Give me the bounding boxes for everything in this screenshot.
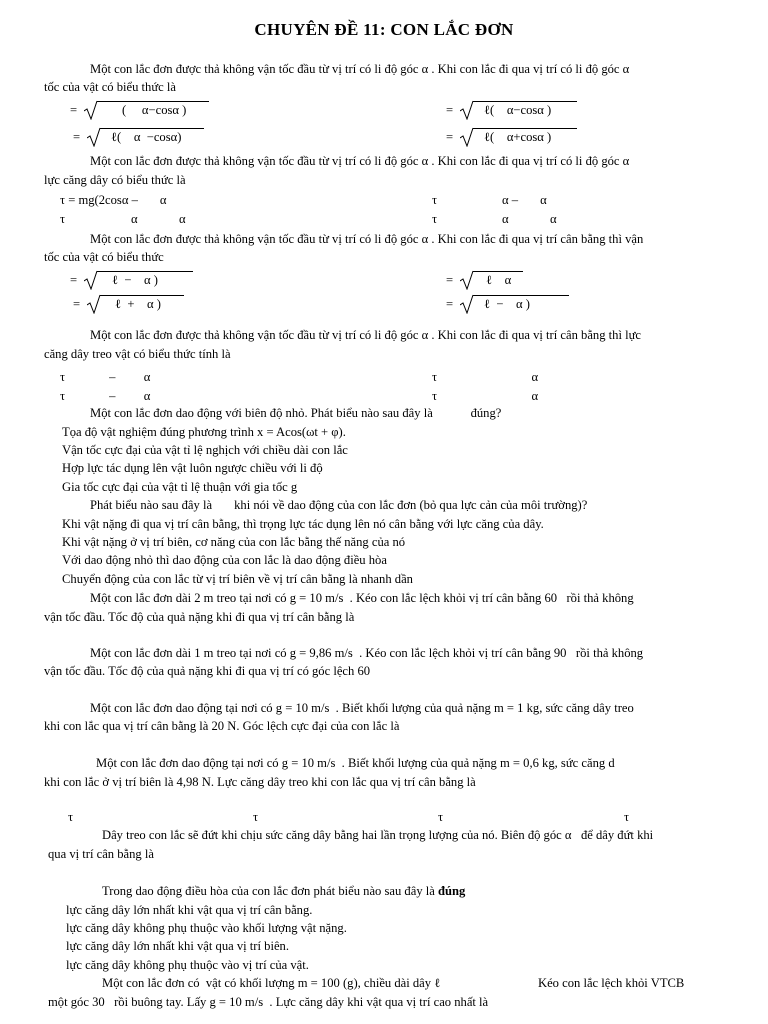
- sqrt-icon: [87, 127, 101, 147]
- q5-option-a: Tọa độ vật nghiệm đúng phương trình x = Acos(ωt + φ).: [62, 425, 346, 439]
- q12-option-d: lực căng dây không phụ thuộc vào vị trí của vật.: [66, 958, 309, 972]
- q13-stem-line1b: Kéo con lắc lệch khỏi VTCB: [538, 976, 685, 990]
- q12-stem-text: Trong dao động điều hòa của con lắc đơn phát biểu nào sau đây là: [102, 884, 438, 898]
- q4-option-d: τ α: [432, 389, 539, 403]
- q9-stem-line1: Một con lắc đơn dao động tại nơi có g = 10 m/s . Biết khối lượng của quả nặng m = 1 kg, sức căng dây treo: [90, 701, 634, 715]
- sqrt-icon: [460, 270, 474, 290]
- q2-option-d-a2: α: [550, 212, 557, 226]
- sqrt-icon: [460, 100, 474, 120]
- q12-stem: [102, 884, 465, 898]
- q3-option-b: = ℓ α: [446, 270, 566, 290]
- q11-stem-line2: qua vị trí cân bằng là: [48, 847, 154, 861]
- q10-option-c: τ: [438, 810, 444, 824]
- q2-option-b: α – α: [502, 193, 547, 207]
- page-title: CHUYÊN ĐỀ 11: CON LẮC ĐƠN: [254, 20, 514, 39]
- q4-option-c: τ – α: [60, 389, 151, 403]
- q6-option-a: Khi vật nặng đi qua vị trí cân bằng, thì trọng lực tác dụng lên nó cân bằng với lực căng của dây.: [62, 517, 544, 531]
- q4-option-b: τ α: [432, 370, 539, 384]
- q2-option-d-a1: α: [502, 212, 509, 226]
- q5-stem: Một con lắc đơn dao động với biên độ nhỏ. Phát biểu nào sau đây là đúng?: [90, 406, 502, 420]
- q1-option-a: = ( α−cosα ): [70, 100, 220, 120]
- q1-option-d: = ℓ( α+cosα ): [446, 127, 596, 147]
- q10-option-d: τ: [624, 810, 630, 824]
- q4-stem-line2: căng dây treo vật có biểu thức tính là: [44, 347, 231, 361]
- q1-stem-line1: Một con lắc đơn được thả không vận tốc đầu từ vị trí có li độ góc α . Khi con lắc đi qua vị trí có li độ góc α: [90, 62, 630, 76]
- q8-stem-line1: Một con lắc đơn dài 1 m treo tại nơi có g = 9,86 m/s . Kéo con lắc lệch khỏi vị trí cân bằng 90 rồi thả không: [90, 646, 644, 660]
- sqrt-icon: [84, 100, 98, 120]
- q6-option-c: Với dao động nhỏ thì dao động của con lắc là dao động điều hòa: [62, 553, 387, 567]
- q5-option-d: Gia tốc cực đại của vật tỉ lệ thuận với gia tốc g: [62, 480, 298, 494]
- q2-option-a: τ = mg(2cosα – α: [60, 193, 167, 207]
- q2-option-c-tau: τ: [60, 212, 66, 226]
- q12-stem-bold: đúng: [438, 884, 466, 898]
- q6-option-d: Chuyển động của con lắc từ vị trí biên về vị trí cân bằng là nhanh dần: [62, 572, 413, 586]
- q1-option-c: = ℓ( α −cosα): [73, 127, 223, 147]
- q7-stem-line2: vận tốc đầu. Tốc độ của quả nặng khi đi qua vị trí cân bằng là: [44, 610, 355, 624]
- q2-stem-line2: lực căng dây có biểu thức là: [44, 173, 186, 187]
- q10-option-b: τ: [253, 810, 259, 824]
- q1-stem-line2: tốc của vật có biểu thức là: [44, 80, 177, 94]
- q5-option-c: Hợp lực tác dụng lên vật luôn ngược chiều với li độ: [62, 461, 323, 475]
- q12-option-a: lực căng dây lớn nhất khi vật qua vị trí cân bằng.: [66, 903, 313, 917]
- q13-stem-line2: một góc 30 rồi buông tay. Lấy g = 10 m/s . Lực căng dây khi vật qua vị trí cao nhất là: [48, 995, 489, 1009]
- q2-option-d-tau: τ: [432, 212, 438, 226]
- sqrt-icon: [84, 270, 98, 290]
- q2-option-c-a1: α: [131, 212, 138, 226]
- q3-option-a: = ℓ − α ): [70, 270, 220, 290]
- q1-option-b: = ℓ( α−cosα ): [446, 100, 596, 120]
- q5-option-b: Vận tốc cực đại của vật tỉ lệ nghịch với chiều dài con lắc: [62, 443, 348, 457]
- sqrt-icon: [460, 294, 474, 314]
- q12-option-b: lực căng dây không phụ thuộc vào khối lượng vật nặng.: [66, 921, 347, 935]
- q3-option-c: = ℓ + α ): [73, 294, 223, 314]
- q3-stem-line1: Một con lắc đơn được thả không vận tốc đầu từ vị trí có li độ góc α . Khi con lắc đi qua vị trí cân bằng thì vận: [90, 232, 644, 246]
- q10-option-a: τ: [68, 810, 74, 824]
- q10-stem-line1: Một con lắc đơn dao động tại nơi có g = 10 m/s . Biết khối lượng của quả nặng m = 0,6 kg, sức căng d: [96, 756, 615, 770]
- q6-option-b: Khi vật nặng ở vị trí biên, cơ năng của con lắc bằng thế năng của nó: [62, 535, 406, 549]
- q7-stem-line1: Một con lắc đơn dài 2 m treo tại nơi có g = 10 m/s . Kéo con lắc lệch khỏi vị trí cân bằng 60 rồi thả không: [90, 591, 634, 605]
- q8-stem-line2: vận tốc đầu. Tốc độ của quả nặng khi đi qua vị trí có góc lệch 60: [44, 664, 371, 678]
- q4-option-a: τ – α: [60, 370, 151, 384]
- q3-option-d: = ℓ − α ): [446, 294, 596, 314]
- q3-stem-line2: tốc của vật có biểu thức: [44, 250, 164, 264]
- sqrt-icon: [87, 294, 101, 314]
- sqrt-icon: [460, 127, 474, 147]
- q2-stem-line1: Một con lắc đơn được thả không vận tốc đầu từ vị trí có li độ góc α . Khi con lắc đi qua vị trí có li độ góc α: [90, 154, 630, 168]
- q11-stem-line1: Dây treo con lắc sẽ đứt khi chịu sức căng dây bằng hai lần trọng lượng của nó. Biên độ góc α để dây đứt khi: [102, 828, 654, 842]
- q2-option-c-a2: α: [179, 212, 186, 226]
- q12-option-c: lực căng dây lớn nhất khi vật qua vị trí biên.: [66, 939, 289, 953]
- q13-stem-line1a: Một con lắc đơn có vật có khối lượng m = 100 (g), chiều dài dây ℓ: [102, 976, 441, 990]
- q2-option-b-tau: τ: [432, 193, 438, 207]
- q4-stem-line1: Một con lắc đơn được thả không vận tốc đầu từ vị trí có li độ góc α . Khi con lắc đi qua vị trí cân bằng thì lực: [90, 328, 642, 342]
- q6-stem: Phát biểu nào sau đây là khi nói về dao động của con lắc đơn (bỏ qua lực cản của môi trường)?: [90, 498, 588, 512]
- q10-stem-line2: khi con lắc ở vị trí biên là 4,98 N. Lực căng dây treo khi con lắc qua vị trí cân bằng là: [44, 775, 476, 789]
- q9-stem-line2: khi con lắc qua vị trí cân bằng là 20 N. Góc lệch cực đại của con lắc là: [44, 719, 400, 733]
